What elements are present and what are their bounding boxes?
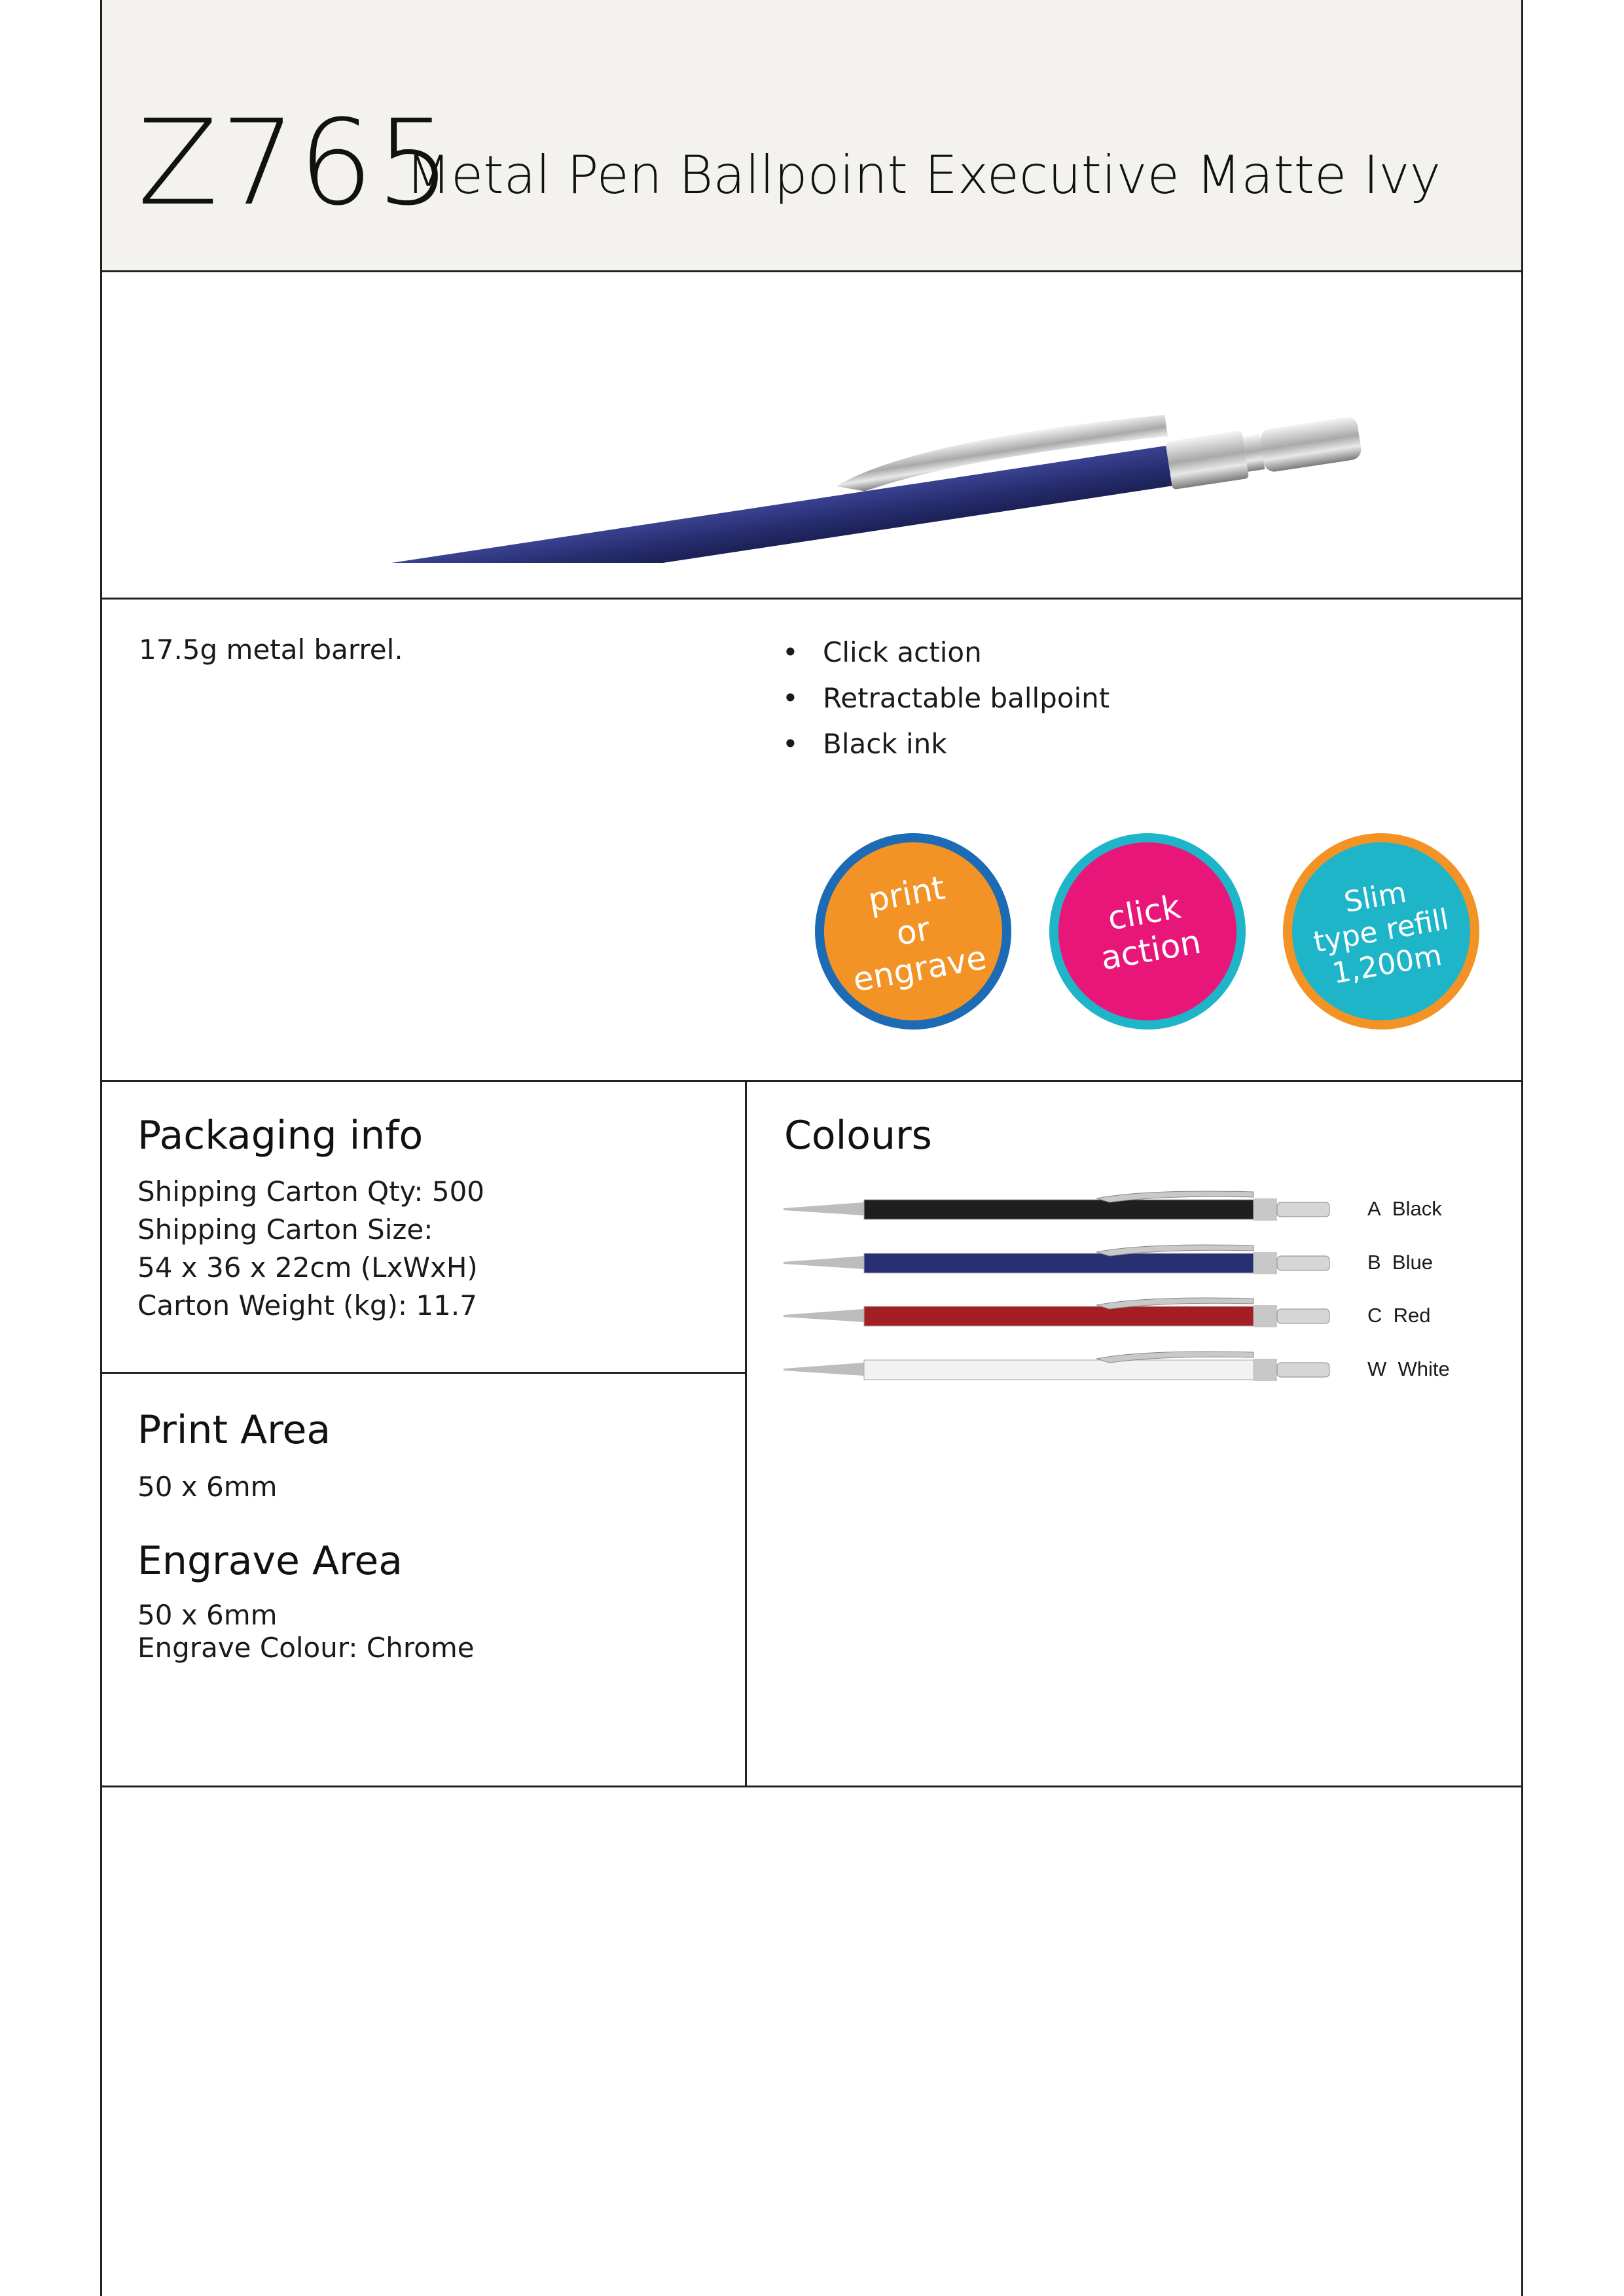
engrave-area-details	[137, 1599, 475, 1664]
divider-features	[100, 1080, 1523, 1082]
colour-code: C	[1367, 1304, 1382, 1327]
product-pen-image	[144, 327, 1479, 563]
feature-item: • Black ink	[782, 721, 1110, 767]
divider-packaging	[100, 1372, 747, 1374]
engrave-area-value: 50 x 6mm	[137, 1599, 278, 1631]
feature-item: • Click action	[782, 630, 1110, 675]
colour-name: Blue	[1392, 1251, 1433, 1274]
divider-bottom	[100, 1785, 1523, 1787]
colour-label	[1367, 1251, 1433, 1274]
divider-header	[100, 270, 1523, 272]
badge-text: print or engrave	[850, 869, 990, 999]
engrave-colour: Engrave Colour: Chrome	[137, 1632, 475, 1664]
colour-label	[1367, 1304, 1431, 1327]
divider-image	[100, 598, 1523, 600]
packaging-details	[137, 1173, 484, 1325]
divider-columns	[745, 1080, 747, 1787]
colour-code: A	[1367, 1197, 1381, 1220]
colour-option-blue	[782, 1242, 1456, 1281]
packaging-line: Shipping Carton Size:	[137, 1213, 433, 1246]
engrave-area-heading: Engrave Area	[137, 1538, 403, 1584]
colour-pen-image	[782, 1188, 1332, 1227]
colour-pen-image	[782, 1348, 1332, 1388]
packaging-line: Shipping Carton Qty: 500	[137, 1175, 485, 1208]
colour-code: B	[1367, 1251, 1381, 1274]
colour-pen-image	[782, 1242, 1332, 1281]
badge-text: click action	[1098, 888, 1204, 978]
colour-pen-image	[782, 1295, 1332, 1334]
feature-item: • Retractable ballpoint	[782, 675, 1110, 721]
packaging-line: Carton Weight (kg): 11.7	[137, 1289, 477, 1321]
product-title: Metal Pen Ballpoint Executive Matte Ivy	[406, 145, 1441, 206]
colour-option-white	[782, 1348, 1456, 1388]
packaging-heading: Packaging info	[137, 1113, 424, 1158]
badge-text: Slim type refill 1,200m	[1310, 875, 1452, 991]
colour-option-black	[782, 1188, 1456, 1227]
print-area-heading: Print Area	[137, 1407, 331, 1453]
colour-name: Black	[1392, 1197, 1442, 1220]
product-description: 17.5g metal barrel.	[139, 634, 403, 666]
colours-heading: Colours	[784, 1113, 932, 1158]
colour-label	[1367, 1357, 1450, 1381]
print-area-value: 50 x 6mm	[137, 1471, 278, 1503]
colour-code: W	[1367, 1357, 1387, 1380]
colour-name: White	[1398, 1357, 1450, 1380]
packaging-line: 54 x 36 x 22cm (LxWxH)	[137, 1251, 478, 1283]
colour-name: Red	[1393, 1304, 1431, 1327]
feature-list	[782, 630, 1110, 767]
colour-option-red	[782, 1295, 1456, 1334]
colour-label	[1367, 1197, 1442, 1221]
product-code: Z765	[137, 95, 454, 232]
